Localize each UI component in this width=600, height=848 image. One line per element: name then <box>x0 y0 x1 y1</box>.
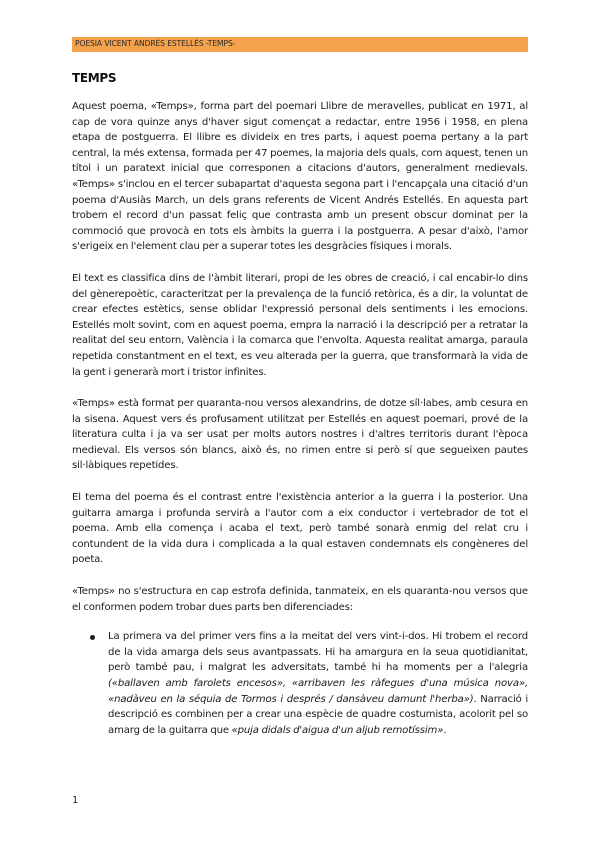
list-item-text: . <box>443 724 447 736</box>
bullet-list <box>72 629 528 738</box>
page-number: 1 <box>72 795 79 806</box>
bullet-dot-icon <box>90 635 95 640</box>
paragraph: Aquest poema, «Temps», forma part del poemari Llibre de meravelles, publicat en 1971, al cap de vora quinze anys d'haver sigut començat a redactar, entre 1956 i 1958, en plena etapa de postguerra. El llibre es divideix en tres parts, i aquest poema pertany a la part central, la més extensa, formada per 47 poemes, la majoria dels quals, com aquest, tenen un títol i un paratext inicial que corresponen a citacions d'autors, generalment medievals. «Temps» s'inclou en el tercer subapartat d'aquesta segona part i l'encapçala una citació d'un poema d'Ausiàs March, un dels grans referents de Vicent Andrés Estellés. En aquesta part trobem el record d'un passat feliç que contrasta amb un present obscur dominat per la commoció que provocà en tots els àmbits la guerra i la postguerra. A pesar d'això, l'amor s'erigeix en l'element clau per a superar totes les desgràcies físiques i morals. <box>72 101 528 253</box>
running-header: POESIA VICENT ANDRÉS ESTELLÉS -TEMPS- <box>75 39 236 48</box>
paragraph: «Temps» no s'estructura en cap estrofa definida, tanmateix, en els quaranta-nou versos que el conformen podem trobar dues parts ben diferenciades: <box>72 586 528 613</box>
list-item <box>72 629 528 738</box>
body-text <box>72 99 528 738</box>
list-item-quote: («ballaven amb farolets encesos», «arribaven les ràfegues d'una música nova», «nadàveu en la séquia de Tormos i després / dansàveu damunt l'herba») <box>108 678 528 705</box>
page-title: TEMPS <box>72 71 117 85</box>
paragraph: «Temps» està format per quaranta-nou versos alexandrins, de dotze síl·labes, amb cesura en la sisena. Aquest vers és profusament utilitzat per Estellés en aquest poemari, prové de la literatura culta i ja va ser usat per molts autors nostres i d'altres territoris durant l'època medieval. Els versos són blancs, això és, no rimen entre si però sí que segueixen pautes sil·làbiques repetides. <box>72 398 528 472</box>
list-item-text: La primera va del primer vers fins a la meitat del vers vint-i-dos. Hi trobem el record de la vida amarga dels seus avantpassats. Hi ha amargura en la seua quotidianitat, però també pau, i malgrat les adversitats, també hi ha moments per a l'alegria <box>108 631 528 674</box>
list-item-text: . Narració i descripció es combinen per a crear una espècie de quadre costumista, acolorit pel so amarg de la guitarra que <box>108 693 528 736</box>
paragraph: El text es classifica dins de l'àmbit literari, propi de les obres de creació, i cal encabir-lo dins del gènerepoètic, caracteritzat per la prevalença de la funció retòrica, és a dir, la voluntat de crear efectes estètics, sense oblidar l'expressió personal dels sentiments i les emocions. Estellés molt sovint, com en aquest poema, empra la narració i la descripció per a retratar la realitat del seu entorn, València i la comarca que l'envolta. Aquesta realitat amarga, paraula repetida constantment en el text, es veu alterada per la guerra, que transformarà la vida de la gent i generarà mort i tristor infinites. <box>72 272 528 378</box>
paragraph: El tema del poema és el contrast entre l'existència anterior a la guerra i la posterior. Una guitarra amarga i profunda servirà a l'autor com a eix conductor i vertebrador de tot el poema. Amb ella comença i acaba el text, però també sonarà enmig del relat cru i contundent de la vida dura i complicada a la qual estaven condemnats els congèneres del poeta. <box>72 492 528 566</box>
list-item-quote: «puja didals d'aigua d'un aljub remotíssim» <box>231 724 444 736</box>
